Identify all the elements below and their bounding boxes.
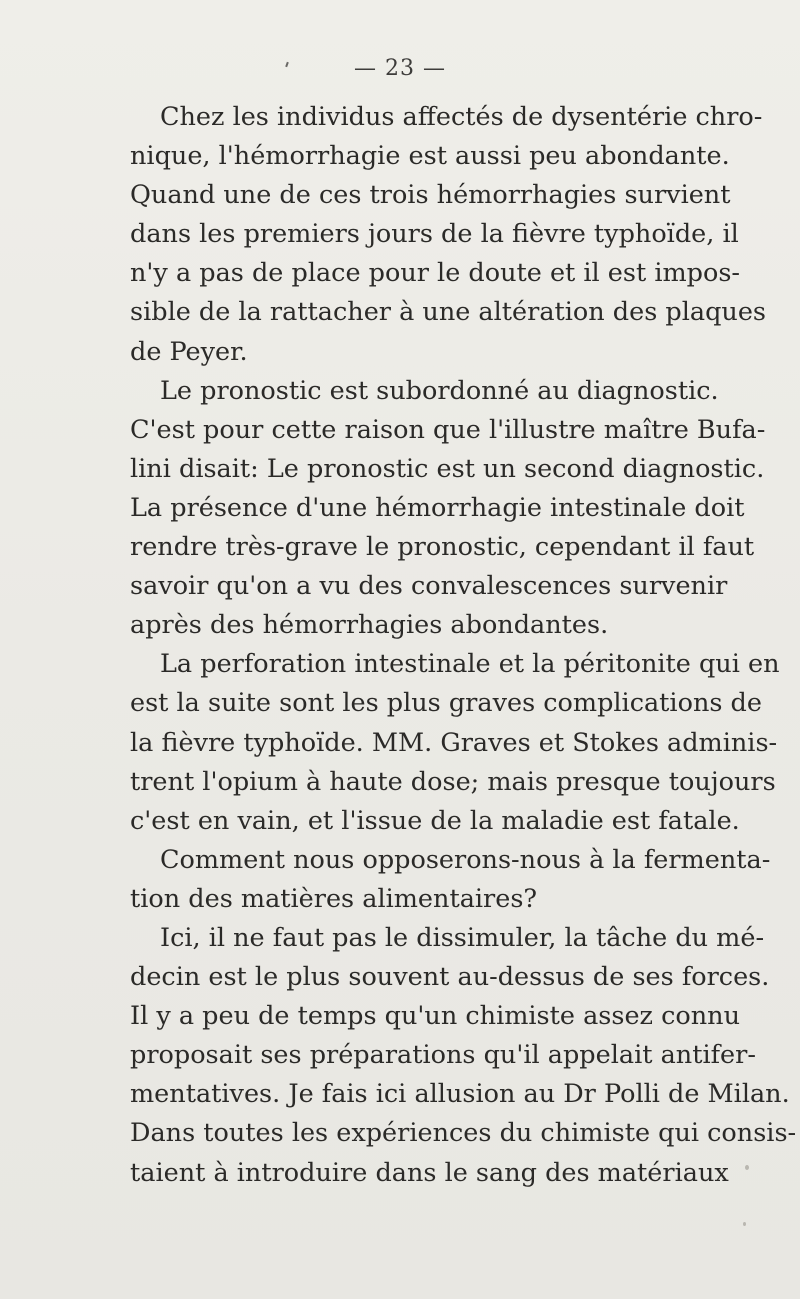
text-line: Chez les individus affectés de dysentérie chro- <box>160 102 763 132</box>
text-line: Il y a peu de temps qu'un chimiste assez connu <box>130 1001 740 1032</box>
text-line: c'est en vain, et l'issue de la maladie est fatale. <box>130 805 740 836</box>
text-line: est la suite sont les plus graves complications de <box>130 688 762 719</box>
text-line: sible de la rattacher à une altération des plaques <box>130 297 767 328</box>
text-line: La perforation intestinale et la péritonite qui en <box>160 649 780 680</box>
text-line: après des hémorrhagies abondantes. <box>130 610 609 641</box>
text-line: rendre très-grave le pronostic, cependant il faut <box>130 532 755 563</box>
page-text <box>130 98 797 1193</box>
text-line: la fièvre typhoïde. MM. Graves et Stokes adminis- <box>130 727 778 758</box>
text-line: Ici, il ne faut pas le dissimuler, la tâche du mé- <box>160 922 765 953</box>
text-line: tion des matières alimentaires? <box>130 883 538 914</box>
text-line: proposait ses préparations qu'il appelait antifer- <box>130 1040 756 1071</box>
text-line: Quand une de ces trois hémorrhagies survient <box>130 180 731 211</box>
text-line: Comment nous opposerons-nous à la fermenta- <box>160 844 771 875</box>
text-line: C'est pour cette raison que l'illustre maître Bufa- <box>130 414 766 445</box>
paper-speck <box>743 1222 746 1226</box>
text-line: de Peyer. <box>130 336 248 367</box>
text-line: decin est le plus souvent au-dessus de ses forces. <box>130 962 770 993</box>
text-line: La présence d'une hémorrhagie intestinale doit <box>130 492 745 523</box>
text-line: nique, l'hémorrhagie est aussi peu abondante. <box>130 141 730 172</box>
text-line: lini disait: Le pronostic est un second diagnostic. <box>130 453 765 484</box>
text-line: n'y a pas de place pour le doute et il est impos- <box>130 258 741 289</box>
text-line: savoir qu'on a vu des convalescences survenir <box>130 571 728 602</box>
text-line: mentatives. Je fais ici allusion au Dr Polli de Milan. <box>130 1079 790 1110</box>
text-line: Dans toutes les expériences du chimiste qui consis- <box>130 1118 797 1149</box>
text-line: dans les premiers jours de la fièvre typhoïde, il <box>130 219 739 250</box>
paper-speck <box>745 1165 749 1170</box>
text-line: taient à introduire dans le sang des matériaux <box>130 1157 729 1188</box>
text-line: trent l'opium à haute dose; mais presque toujours <box>130 766 776 797</box>
page-number: — 23 — <box>354 56 446 81</box>
text-line: Le pronostic est subordonné au diagnostic. <box>160 375 719 406</box>
